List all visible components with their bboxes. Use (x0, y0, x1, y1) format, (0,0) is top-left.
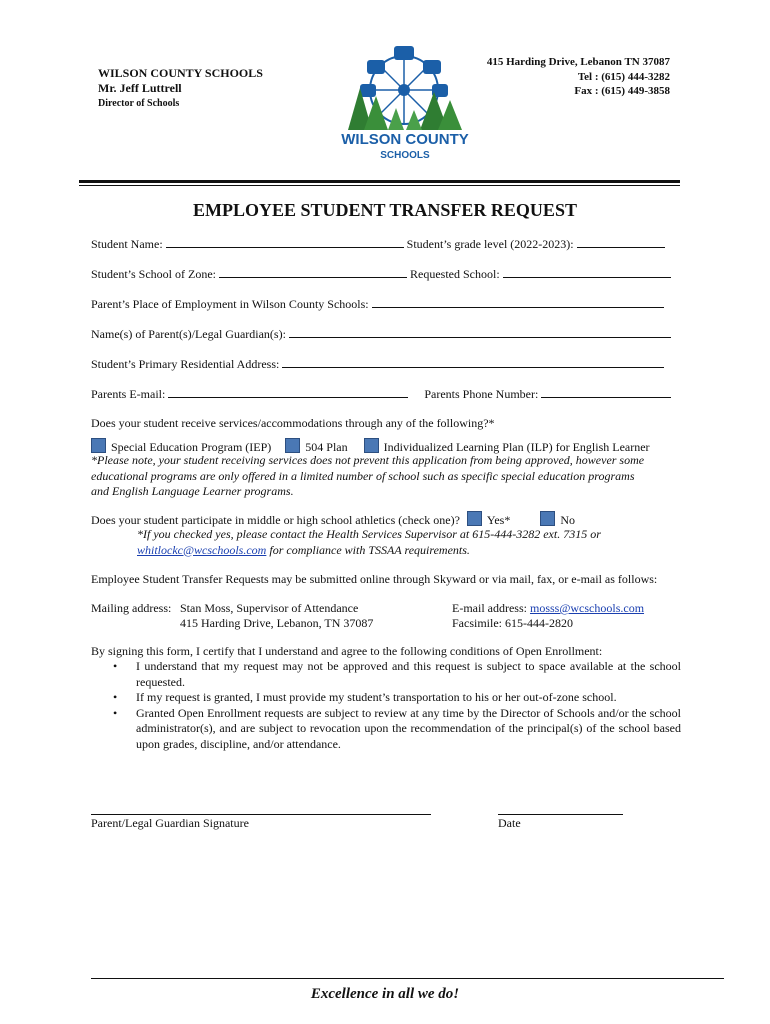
attendance-email-link[interactable]: mosss@wcschools.com (529, 601, 645, 615)
residential-address-field[interactable] (282, 356, 664, 368)
row-schools (91, 266, 681, 282)
logo-text-secondary: SCHOOLS (380, 150, 430, 161)
row-parent-employment (91, 296, 681, 312)
list-item: • I understand that my request may not be approved and this request is subject to space available at the school requested. (91, 659, 681, 690)
athletics-no-checkbox[interactable] (540, 511, 555, 526)
email-fax-block (452, 601, 644, 631)
list-item: • If my request is granted, I must provide my student’s transportation to his or her out-of-zone school. (91, 690, 681, 706)
certify-intro: By signing this form, I certify that I understand and agree to the following conditions of Open Enrollment: (91, 644, 603, 658)
athletics-question: Does your student participate in middle or high school athletics (check one)? (91, 513, 460, 527)
parent-names-field[interactable] (289, 326, 671, 338)
requested-school-field[interactable] (503, 266, 671, 278)
conditions-list (91, 659, 681, 752)
services-question: Does your student receive services/accommodations through any of the following?* (91, 416, 495, 430)
services-note (91, 453, 681, 500)
athletics-yes-label: Yes* (486, 513, 511, 527)
submission-text: Employee Student Transfer Requests may be submitted online through Skyward or via mail, fax, or e-mail as follows: (91, 572, 658, 586)
grade-level-field[interactable] (577, 236, 665, 248)
athletics-note-line-2: for compliance with TSSAA requirements. (266, 542, 470, 557)
mailing-street: 415 Harding Drive, Lebanon, TN 37087 (180, 616, 374, 630)
district-header (98, 66, 263, 111)
row-contact (91, 386, 681, 402)
athletics-no-label: No (560, 513, 576, 527)
header-divider-thin (79, 185, 680, 186)
iep-label: Special Education Program (IEP) (111, 440, 272, 454)
facsimile: Facsimile: 615-444-2820 (452, 616, 573, 630)
parents-email-label: Parents E-mail: (91, 387, 166, 401)
services-note-line-2: educational programs are only offered in a limited number of school such as specific special education programs (91, 468, 635, 483)
mailing-address-block (91, 601, 171, 616)
signature-label: Parent/Legal Guardian Signature (91, 816, 249, 830)
footer-motto: Excellence in all we do! (310, 986, 460, 1002)
date-line[interactable] (498, 814, 623, 815)
form-title: EMPLOYEE STUDENT TRANSFER REQUEST (193, 200, 577, 220)
ilp-checkbox[interactable] (364, 438, 379, 453)
email-label: E-mail address: (452, 601, 530, 615)
student-name-label: Student Name: (91, 237, 163, 251)
health-services-email-link[interactable]: whitlockc@wcschools.com (137, 542, 267, 557)
services-note-line-3: and English Language Learner programs. (91, 484, 294, 498)
mailing-name: Stan Moss, Supervisor of Attendance (180, 601, 359, 615)
date-label: Date (498, 816, 521, 830)
mailing-address-label: Mailing address: (91, 601, 172, 615)
contact-block (487, 55, 670, 99)
parents-phone-label: Parents Phone Number: (424, 387, 539, 401)
athletics-note (137, 527, 681, 558)
parent-names-label: Name(s) of Parent(s)/Legal Guardian(s): (91, 327, 286, 341)
fax: Fax : (615) 449-3858 (574, 85, 670, 97)
student-name-field[interactable] (166, 236, 404, 248)
director-title: Director of Schools (98, 98, 180, 109)
ilp-label: Individualized Learning Plan (ILP) for English Learner (383, 440, 650, 454)
athletics-note-line-1: *If you checked yes, please contact the Health Services Supervisor at 615-444-3282 ext. 7315 or (137, 527, 601, 541)
header-divider-thick (79, 180, 680, 183)
list-item: • Granted Open Enrollment requests are subject to review at any time by the Director of Schools and/or the school administrator(s), and are subject to revocation upon the recommendation of the principal(s) of the school based upon grades, discipline, and/or attendance. (91, 706, 681, 753)
residential-address-label: Student’s Primary Residential Address: (91, 357, 280, 371)
footer-divider (91, 978, 724, 979)
row-parent-names (91, 326, 681, 342)
signature-line[interactable] (91, 814, 431, 815)
504-plan-label: 504 Plan (305, 440, 348, 454)
parent-employment-field[interactable] (372, 296, 664, 308)
requested-school-label: Requested School: (410, 267, 500, 281)
logo-text-primary: WILSON COUNTY (341, 131, 469, 148)
iep-checkbox[interactable] (91, 438, 106, 453)
504-plan-checkbox[interactable] (285, 438, 300, 453)
parents-phone-field[interactable] (541, 386, 671, 398)
services-note-line-1: *Please note, your student receiving services does not prevent this application from being approved, however some (91, 453, 645, 467)
org-name: WILSON COUNTY SCHOOLS (98, 66, 263, 80)
school-of-zone-label: Student’s School of Zone: (91, 267, 216, 281)
parents-email-field[interactable] (168, 386, 408, 398)
row-student-name (91, 236, 681, 252)
athletics-yes-checkbox[interactable] (467, 511, 482, 526)
athletics-row (91, 511, 681, 528)
mailing-address-value (180, 601, 373, 631)
grade-level-label: Student’s grade level (2022-2023): (406, 237, 574, 251)
school-of-zone-field[interactable] (219, 266, 407, 278)
parent-employment-label: Parent’s Place of Employment in Wilson County Schools: (91, 297, 369, 311)
district-logo (330, 38, 480, 164)
director-name: Mr. Jeff Luttrell (98, 81, 182, 95)
row-residential-address (91, 356, 681, 372)
telephone: Tel : (615) 444-3282 (577, 70, 670, 83)
address: 415 Harding Drive, Lebanon TN 37087 (486, 56, 670, 68)
